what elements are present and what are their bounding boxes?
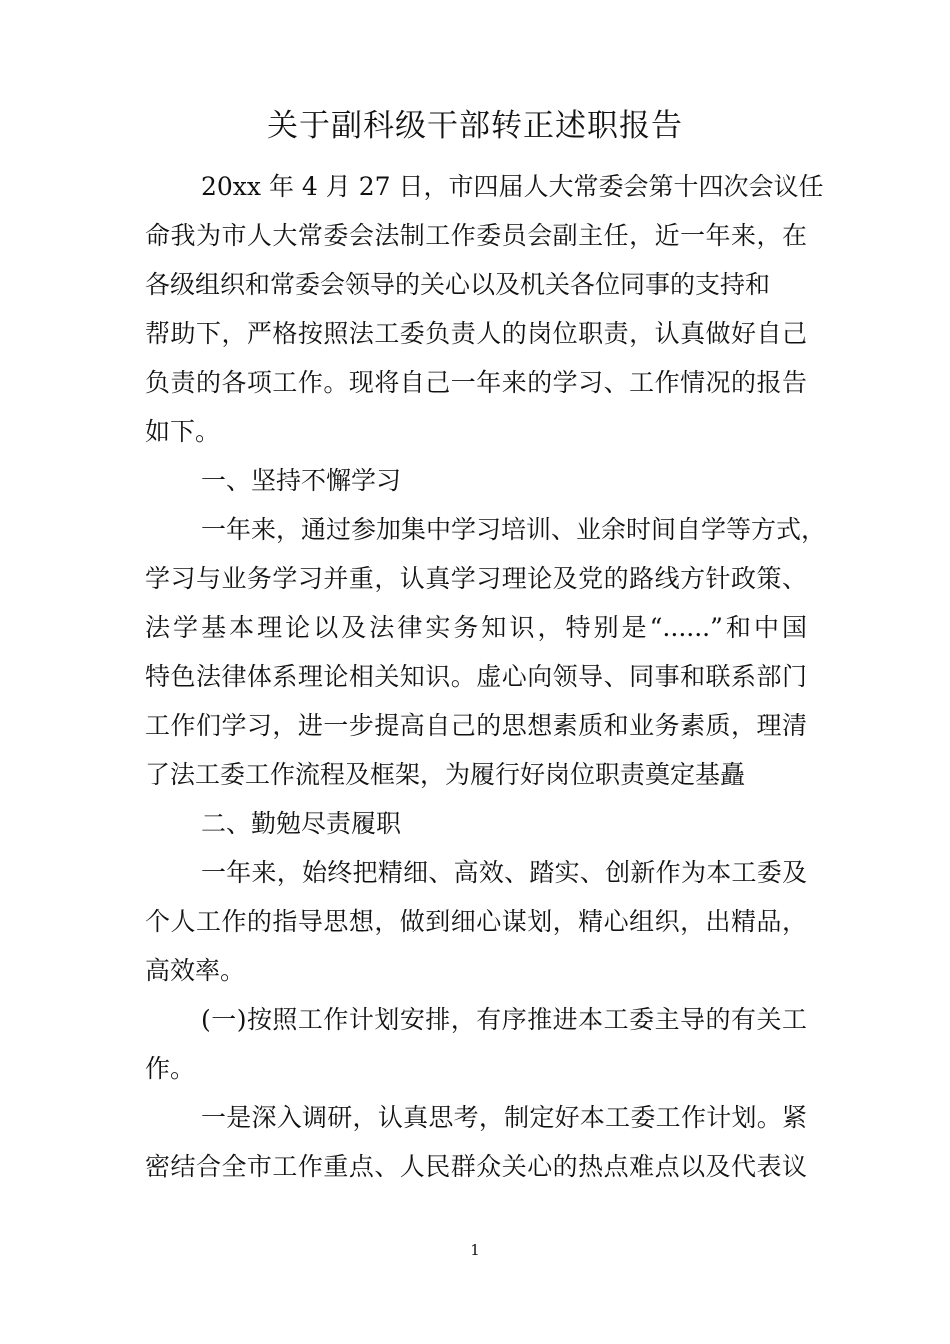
body-line: 学习与业务学习并重，认真学习理论及党的路线方针政策、 xyxy=(145,564,807,593)
body-line: 特色法律体系理论相关知识。虚心向领导、同事和联系部门 xyxy=(145,662,807,691)
document-body xyxy=(145,162,827,1191)
body-line: 工作们学习，进一步提高自己的思想素质和业务素质，理清 xyxy=(145,711,807,740)
page-number: 1 xyxy=(470,1241,480,1259)
body-line: 高效率。 xyxy=(145,956,246,985)
subsection-heading: (一)按照工作计划安排，有序推进本工委主导的有关工 xyxy=(201,1005,807,1034)
body-line: 一年来，通过参加集中学习培训、业余时间自学等方式， xyxy=(201,515,827,544)
body-line: 帮助下，严格按照法工委负责人的岗位职责，认真做好自己 xyxy=(145,319,807,348)
body-line: 一年来，始终把精细、高效、踏实、创新作为本工委及 xyxy=(201,858,807,887)
body-line: 作。 xyxy=(145,1054,196,1083)
body-line: 密结合全市工作重点、人民群众关心的热点难点以及代表议 xyxy=(145,1152,807,1181)
body-line: 命我为市人大常委会法制工作委员会副主任，近一年来，在 xyxy=(145,221,807,250)
section-heading: 二、勤勉尽责履职 xyxy=(201,809,402,838)
body-line: 了法工委工作流程及框架，为履行好岗位职责奠定基矗 xyxy=(145,760,746,789)
body-line: 如下。 xyxy=(145,417,221,446)
document-title: 关于副科级干部转正述职报告 xyxy=(267,108,683,144)
body-line: 法学基本理论以及法律实务知识，特别是“......”和中国 xyxy=(145,613,807,642)
body-line: 各级组织和常委会领导的关心以及机关各位同事的支持和 xyxy=(145,270,771,299)
body-line: 负责的各项工作。现将自己一年来的学习、工作情况的报告 xyxy=(145,368,807,397)
body-line: 20xx 年 4 月 27 日，市四届人大常委会第十四次会议任 xyxy=(201,172,824,201)
body-line: 一是深入调研，认真思考，制定好本工委工作计划。紧 xyxy=(201,1103,807,1132)
section-heading: 一、坚持不懈学习 xyxy=(201,466,402,495)
body-line: 个人工作的指导思想，做到细心谋划，精心组织，出精品， xyxy=(145,907,807,936)
